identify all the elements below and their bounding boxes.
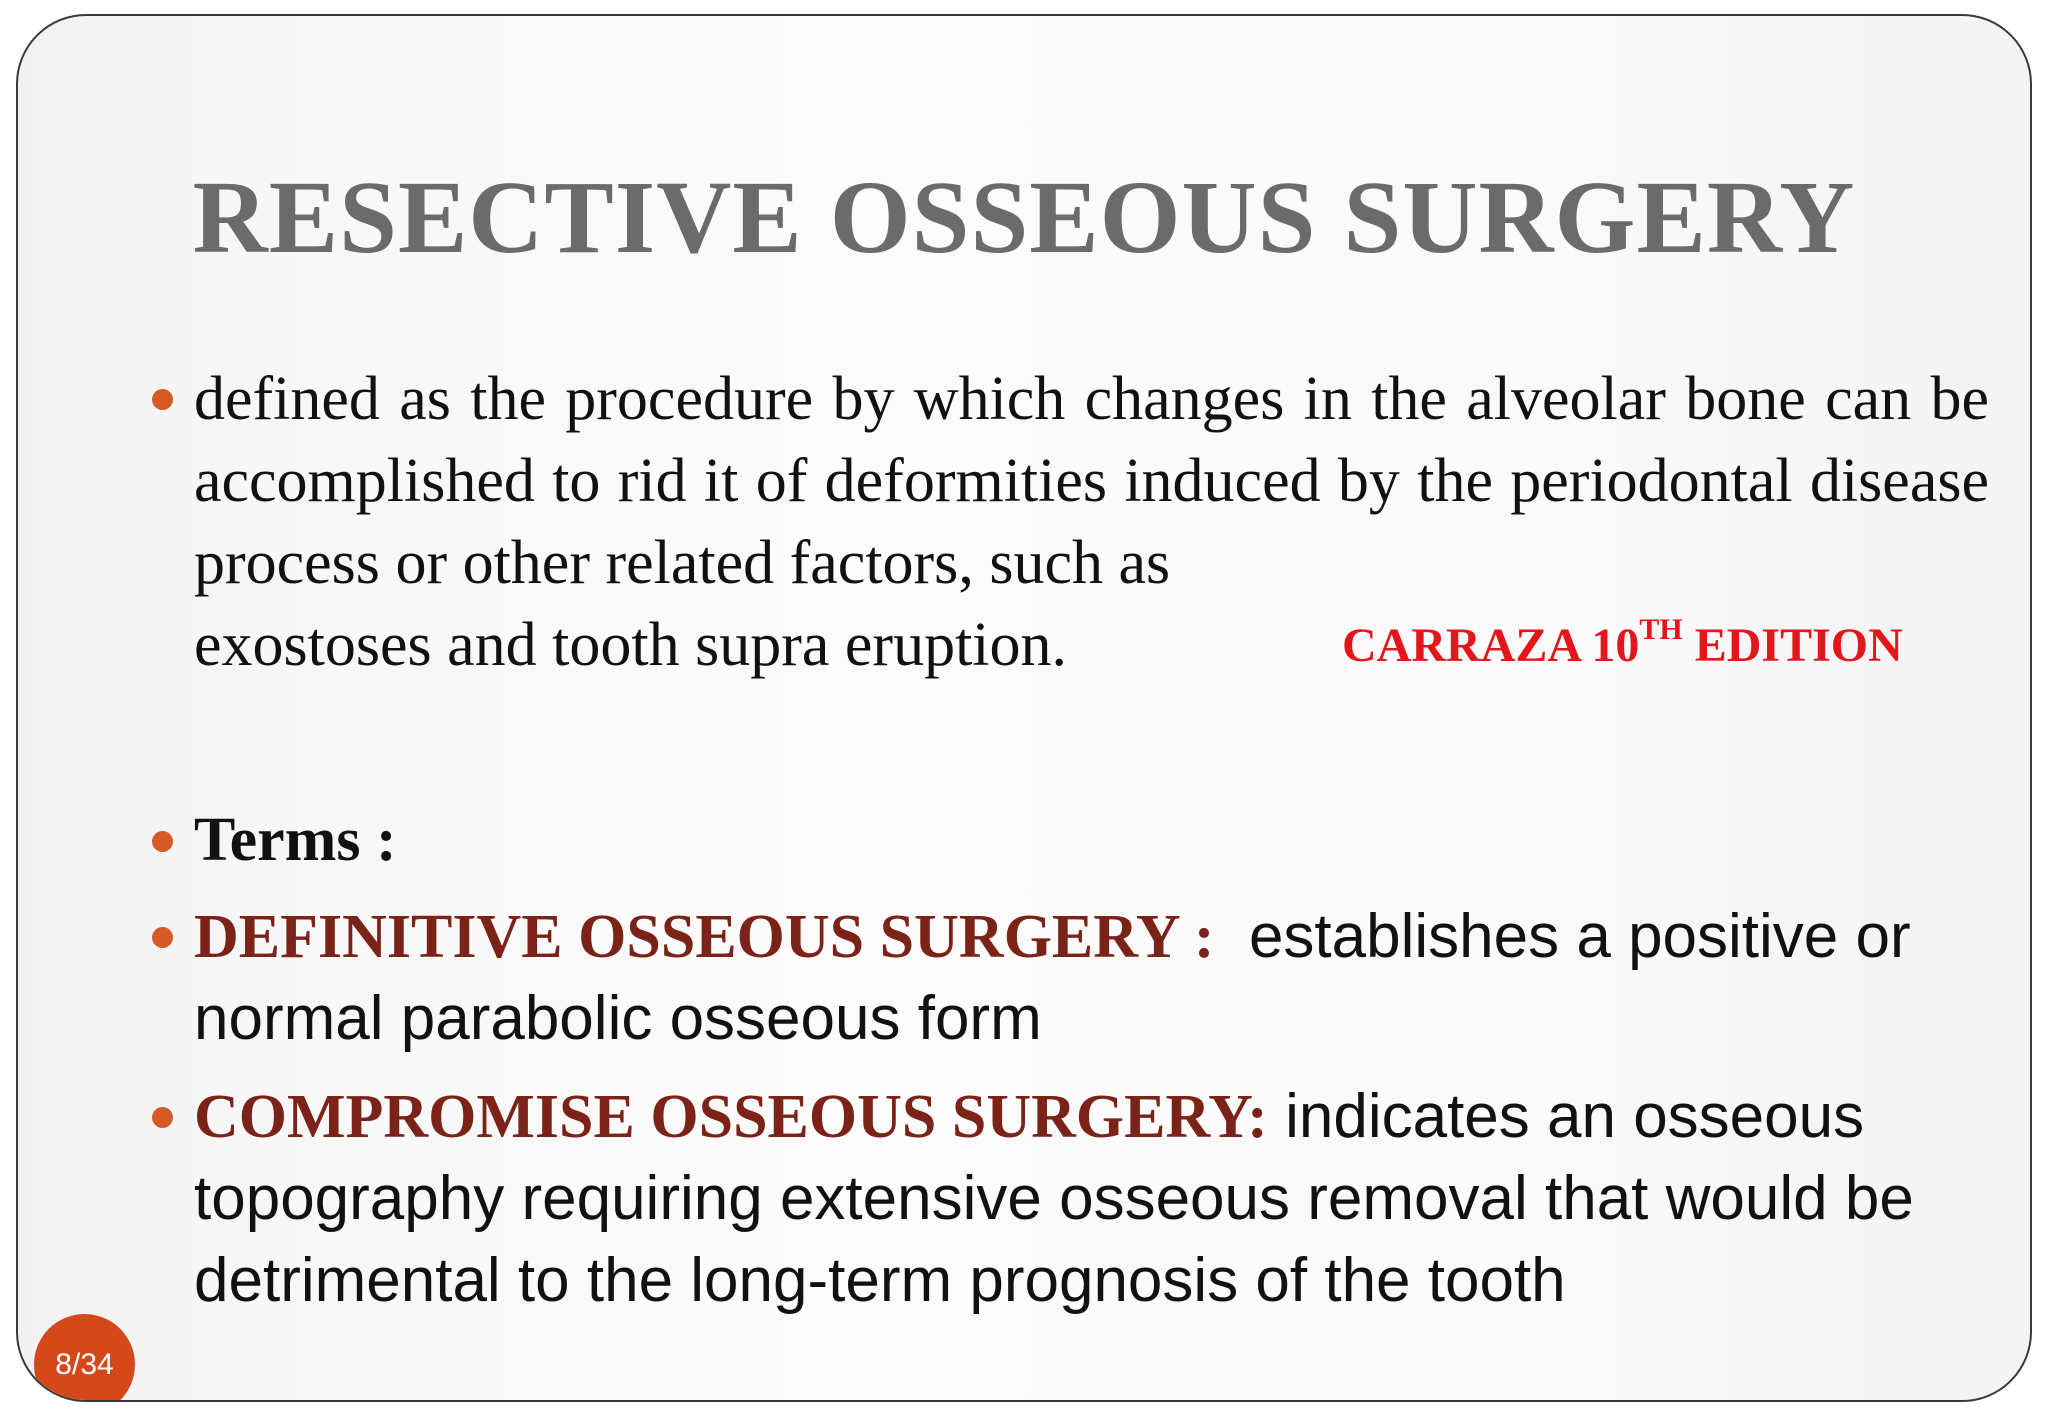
citation-superscript: TH (1639, 613, 1683, 646)
citation (1342, 613, 1903, 672)
terms-heading: Terms : (194, 806, 397, 874)
definitive-term: DEFINITIVE OSSEOUS SURGERY : (194, 903, 1215, 971)
definitive-description: establishes a positive or normal parabolic osseous form (194, 902, 1911, 1053)
slide-title: RESECTIVE OSSEOUS SURGERY (192, 160, 1856, 275)
citation-main: CARRAZA 10 (1342, 619, 1640, 672)
bullet-dot-icon (152, 831, 173, 852)
definition-text-end: exostoses and tooth supra eruption. (194, 611, 1068, 679)
compromise-osseous-bullet (194, 1076, 1989, 1322)
bullet-dot-icon (152, 389, 173, 410)
compromise-description: indicates an osseous topography requiring extensive osseous removal that would be detrimental to the long-term prognosis of the tooth (194, 1082, 1914, 1315)
bullet-dot-icon (152, 1107, 173, 1128)
definition-text: defined as the procedure by which changes in the alveolar bone can be accomplished to rid it of deformities induced by the periodontal disease process or other related factors, such as (194, 365, 1989, 597)
compromise-term: COMPROMISE OSSEOUS SURGERY: (194, 1083, 1268, 1151)
page-indicator-badge: 8/34 (34, 1314, 135, 1402)
definitive-osseous-bullet (194, 896, 1989, 1060)
bullet-dot-icon (152, 927, 173, 948)
citation-end: EDITION (1682, 619, 1903, 672)
slide (16, 14, 2032, 1402)
terms-heading-bullet (194, 801, 1989, 879)
